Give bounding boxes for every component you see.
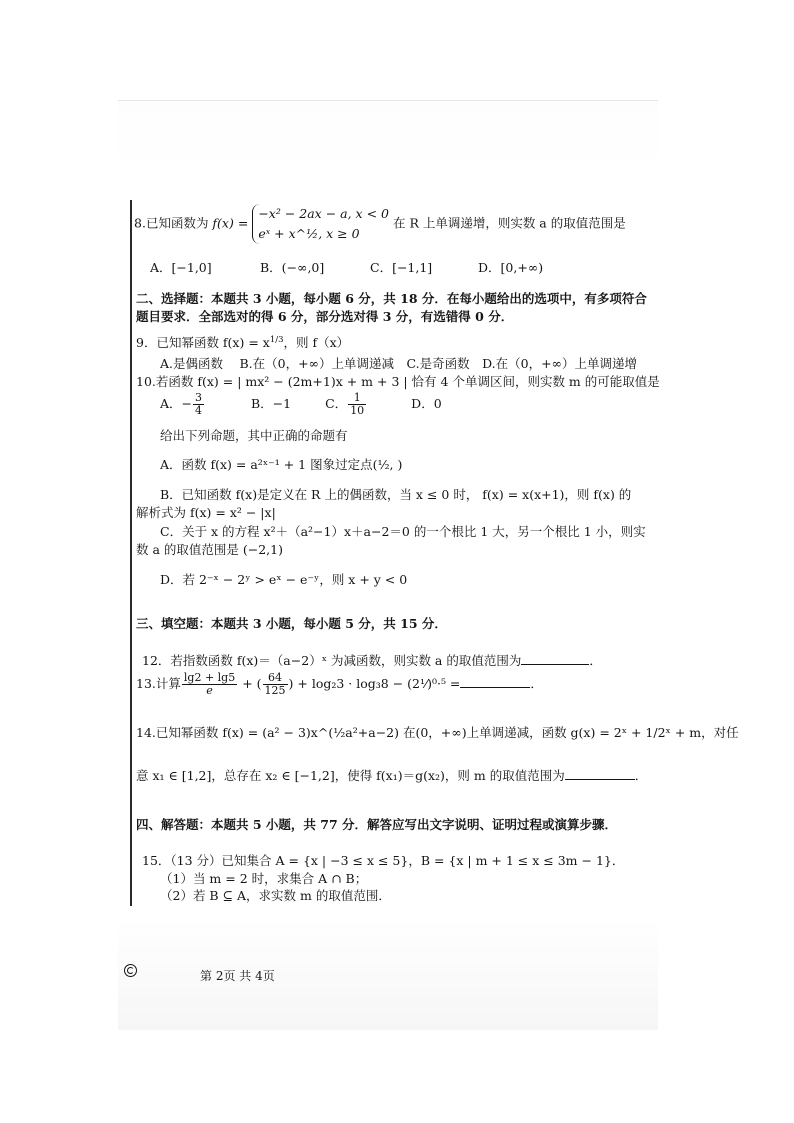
question-10: 10.若函数 f(x) = | mx² − (2m+1)x + m + 3 | 恰有 4 个单调区间，则实数 m 的可能取值是 — [136, 374, 660, 389]
q13-fraction-1: $\frac{\lg 2 + \lg 5}{e}$ — [183, 671, 236, 698]
q10-options: A．− $\frac{3}{4}$ B．−1 C． $\frac{1}{10}$ D．0 — [160, 391, 442, 418]
section-2-heading-cont: 题目要求．全部选对的得 6 分，部分选对得 3 分，有选错得 0 分． — [136, 309, 514, 324]
q15-part-1: （1）当 m = 2 时，求集合 A ∩ B； — [160, 871, 368, 886]
q10-option-a-frac: $\frac{3}{4}$ — [195, 391, 203, 418]
question-13: 13.计算 $\frac{\lg 2 + \lg 5}{e}$ + ( $\frac{64}{125}$ ) + log₂3 · log₃8 − (2⅟)⁰·⁵ = ． — [136, 671, 543, 698]
q10-option-b: B．−1 — [251, 396, 292, 412]
top-rule — [118, 100, 658, 101]
q8-fx: f(x) = — [212, 215, 249, 231]
q11-option-b-cont: 解析式为 f(x) = x² − |x| — [136, 505, 276, 520]
question-14: 14.已知幂函数 f(x) = (a² − 3)x^(½a²+a−2) 在(0，+∞)上单调递减，函数 g(x) = 2ˣ + 1/2ˣ + m，对任 — [136, 725, 739, 740]
q9-exponent: 1/3 — [269, 335, 284, 345]
q11-option-c: C．关于 x 的方程 x²＋（a²−1）x＋a−2＝0 的一个根比 1 大，另一个根比 1 小，则实 — [160, 524, 646, 539]
q8-option-c: C．[−1,1] — [370, 260, 433, 275]
q13-expression: + log₂3 · log₃8 − (2⅟)⁰·⁵ = — [297, 676, 461, 692]
q8-piecewise — [252, 204, 389, 244]
q15-part-2: （2）若 B ⊆ A，求实数 m 的取值范围． — [160, 888, 391, 903]
q12-stem: 12．若指数函数 f(x)＝（a−2）ˣ 为减函数，则实数 a 的取值范围为 — [142, 653, 522, 668]
q10-option-c-frac: $\frac{1}{10}$ — [350, 391, 365, 418]
q13-answer-blank[interactable] — [460, 677, 530, 688]
q13-fraction-2: $\frac{64}{125}$ — [264, 671, 286, 698]
section-2-heading: 二、选择题：本题共 3 小题，每小题 6 分，共 18 分．在每小题给出的选项中，有多项符合 — [136, 291, 647, 306]
q8-number: 8. — [134, 215, 146, 231]
q10-option-c: C． — [325, 396, 348, 412]
q8-option-a: A．[−1,0] — [150, 260, 212, 275]
q8-option-b: B．(−∞,0] — [260, 260, 325, 275]
q14-stem-cont: 意 x₁ ∈ [1,2]，总存在 x₂ ∈ [−1,2]，使得 f(x₁)＝g(x₂)，则 m 的取值范围为 — [136, 768, 565, 783]
copyright-icon — [124, 964, 137, 977]
q8-case1: −x² − 2ax − a, x < 0 — [258, 206, 389, 221]
q9-tail: ，则 f（x） — [283, 335, 350, 351]
question-9 — [136, 335, 349, 351]
q8-suffix: 在 R 上单调递增，则实数 a 的取值范围是 — [392, 215, 626, 231]
q11-option-d: D．若 2⁻ˣ − 2ʸ > eˣ − e⁻ʸ，则 x + y < 0 — [160, 572, 408, 587]
page-number: 第 2页 共 4页 — [200, 969, 275, 983]
question-8 — [134, 204, 626, 244]
margin-line — [130, 200, 132, 906]
q14-cont: 意 x₁ ∈ [1,2]，总存在 x₂ ∈ [−1,2]，使得 f(x₁)＝g(x₂)，则 m 的取值范围为 ． — [136, 768, 648, 783]
q11-option-c-cont: 数 a 的取值范围是 (−2,1) — [136, 542, 283, 557]
q13-prefix: 13.计算 — [136, 676, 181, 692]
q10-option-d: D．0 — [411, 396, 442, 412]
q14-answer-blank[interactable] — [565, 769, 635, 780]
q9-options: A.是偶函数 B.在（0，+∞）上单调递减 C.是奇函数 D.在（0，+∞）上单调递增 — [160, 356, 637, 371]
q10-option-a: A． — [160, 396, 182, 412]
section-4-heading: 四、解答题：本题共 5 小题，共 77 分．解答应写出文字说明、证明过程或演算步骤． — [136, 817, 618, 832]
q8-option-d: D．[0,+∞) — [478, 260, 544, 275]
q8-prefix: 已知函数为 — [145, 215, 213, 231]
q8-case2: eˣ + x^½, x ≥ 0 — [258, 226, 360, 241]
q11-option-a: A．函数 f(x) = a²ˣ⁻¹ + 1 图象过定点(½, ) — [160, 457, 403, 472]
section-3-heading: 三、填空题：本题共 3 小题，每小题 5 分，共 15 分． — [136, 616, 447, 631]
q12-answer-blank[interactable] — [521, 654, 589, 665]
q9-stem: 9．已知幂函数 f(x) = x — [136, 335, 270, 351]
question-15: 15．（13 分）已知集合 A = {x | −3 ≤ x ≤ 5}，B = {x | m + 1 ≤ x ≤ 3m − 1}． — [142, 853, 625, 868]
question-11: 给出下列命题，其中正确的命题有 — [160, 428, 348, 443]
q11-option-b: B．已知函数 f(x)是定义在 R 上的偶函数，当 x ≤ 0 时， f(x) = x(x+1)，则 f(x) 的 — [160, 487, 632, 502]
question-12: 12．若指数函数 f(x)＝（a−2）ˣ 为减函数，则实数 a 的取值范围为 ． — [142, 653, 602, 668]
